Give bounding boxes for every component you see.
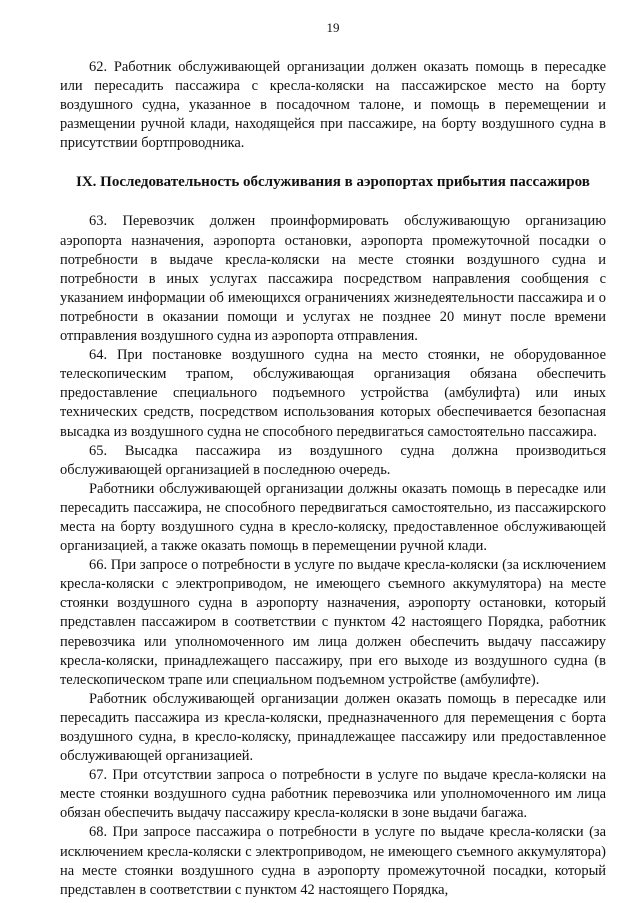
paragraph-62: 62. Работник обслуживающей организации должен оказать помощь в пересадке или пересадить пассажира с кресла-коляски на пассажирское место на борту воздушного судна, указанное в посадочном талоне, и помощь в перемещении и размещении ручной клади, находящейся при пассажире, на борту воздушного судна в присутствии бортпроводника. <box>60 59 606 152</box>
paragraph-68: 68. При запросе пассажира о потребности в услуге по выдаче кресла-коляски (за исключением кресла-коляски с электроприводом, не имеющего съемного аккумулятора) на месте стоянки воздушного судна в аэропорту промежуточной посадки, который представлен в соответствии с пунктом 42 настоящего Порядка, <box>60 824 606 898</box>
section-viii-tail <box>60 58 606 153</box>
paragraph-67: 67. При отсутствии запроса о потребности в услуге по выдаче кресла-коляски на месте стоянки воздушного судна работник перевозчика или уполномоченного им лица обязан обеспечить выдачу пассажиру кресла-коляски в зоне выдачи багажа. <box>60 767 606 822</box>
paragraph-63: 63. Перевозчик должен проинформировать обслуживающую организацию аэропорта назначения, аэропорта остановки, аэропорта промежуточной посадки о потребности в выдаче кресла-коляски на месте стоянки воздушного судна и потребности в иных услугах пассажира посредством направления сообщения с указанием информации об имеющихся ограничениях жизнедеятельности пассажира и о потребности в оказании помощи и услугах не позднее 20 минут после времени отправления воздушного судна из аэропорта отправления. <box>60 213 606 345</box>
section-ix-body <box>60 212 606 899</box>
section-heading-ix: IX. Последовательность обслуживания в аэропортах прибытия пассажиров <box>76 174 590 191</box>
page-number: 19 <box>326 20 340 35</box>
paragraph-65-continued: Работники обслуживающей организации должны оказать помощь в пересадке или пересадить пассажира, не способного передвигаться самостоятельно, из пассажирского места на борту воздушного судна в кресло-коляску, предоставленное обслуживающей организацией, а также оказать помощь в перемещении ручной клади. <box>60 480 606 555</box>
paragraph-66-continued: Работник обслуживающей организации должен оказать помощь в пересадке или пересадить пассажира из кресла-коляски, предназначенного для перемещения с борта воздушного судна, в кресло-коляску, принадлежащее пассажиру или предоставленное обслуживающей организацией. <box>60 690 606 765</box>
paragraph-64: 64. При постановке воздушного судна на место стоянки, не оборудованное телескопическим трапом, обслуживающая организация обязана обеспечить предоставление специального подъемного устройства (амбулифта) или иных технических средств, посредством использования которых обеспечивается безопасная высадка из воздушного судна не способного передвигаться самостоятельно пассажира. <box>60 347 606 440</box>
paragraph-66: 66. При запросе о потребности в услуге по выдаче кресла-коляски (за исключением кресла-коляски с электроприводом, не имеющего съемного аккумулятора) на месте стоянки воздушного судна в аэропорту назначения, аэропорту остановки, который представлен пассажиром в соответствии с пунктом 42 настоящего Порядка, работник перевозчика или уполномоченного им лица должен обеспечить выдачу пассажиру кресла-коляски, принадлежащего пассажиру, при его выходе из воздушного судна (в телескопическом трапе или специальном подъемном устройстве (амбулифте). <box>60 557 606 688</box>
paragraph-65: 65. Высадка пассажира из воздушного судна должна производиться обслуживающей организацией в последнюю очередь. <box>60 442 606 478</box>
